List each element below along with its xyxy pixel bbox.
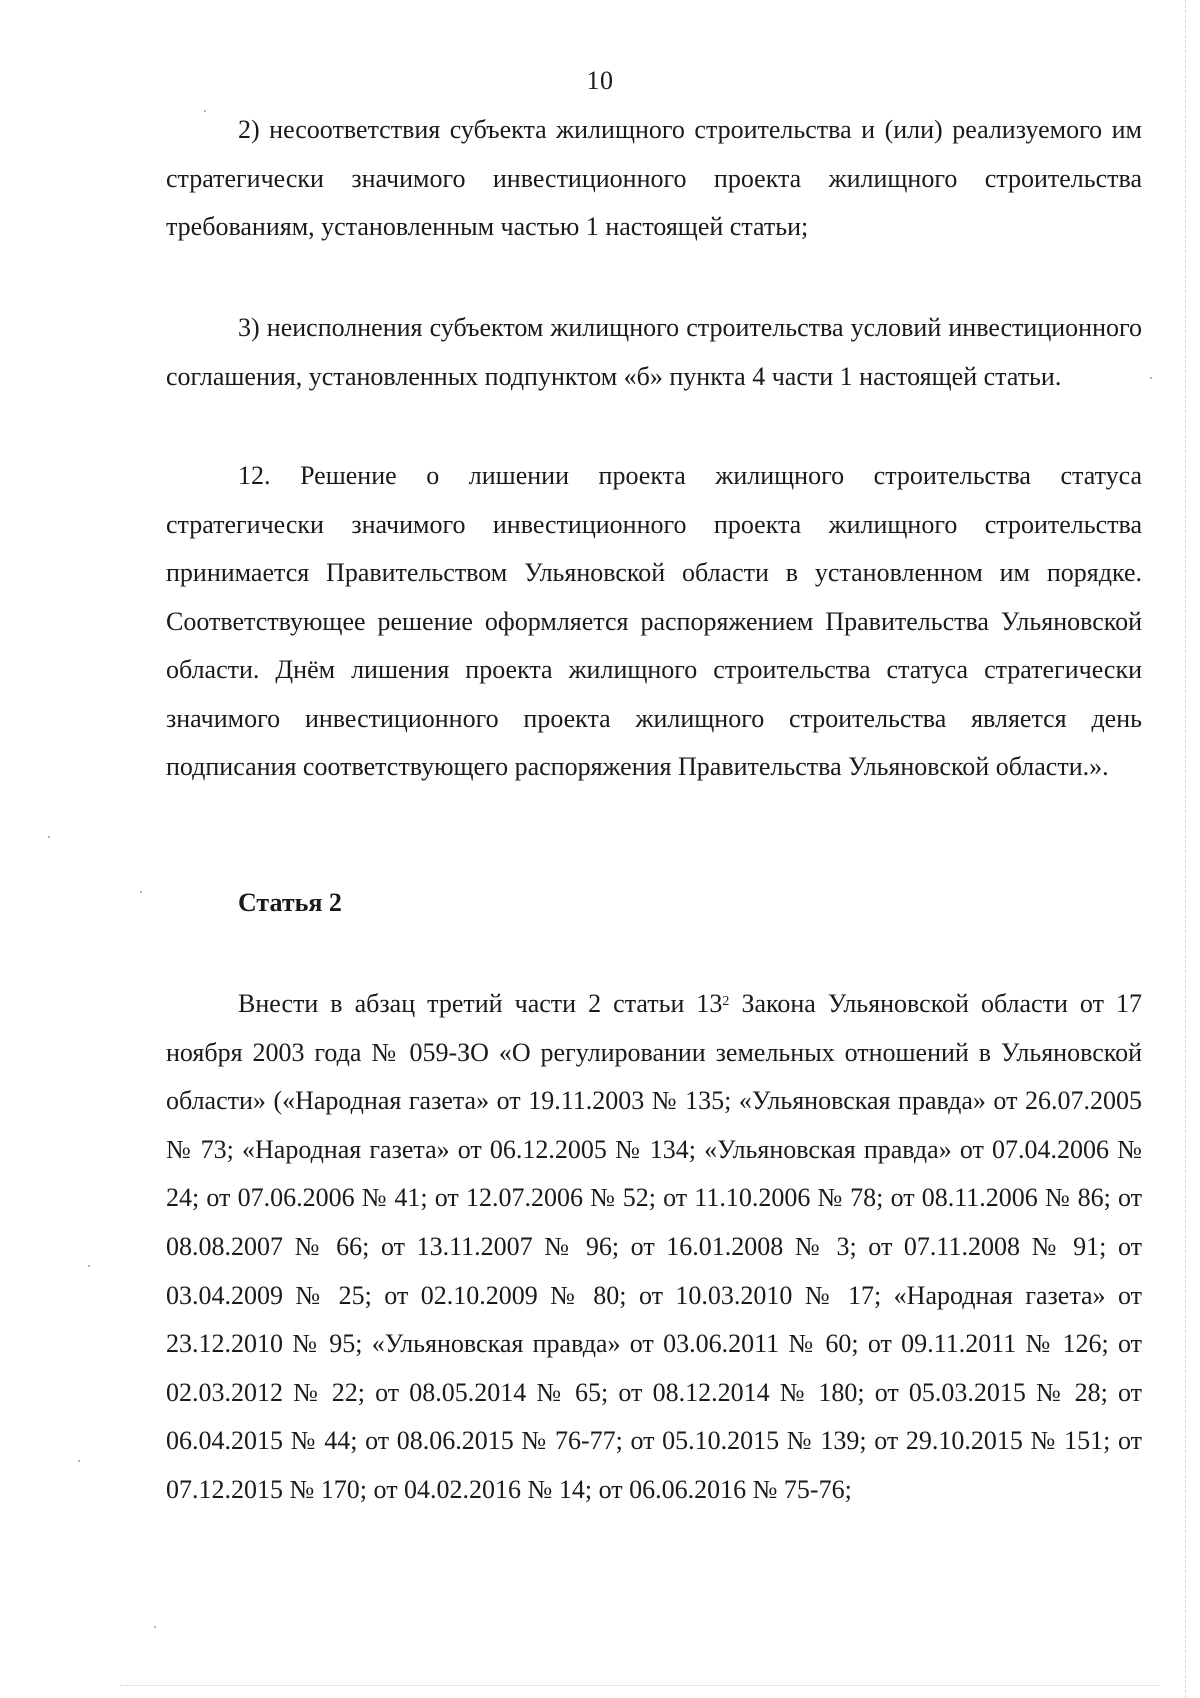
- list-item-12: [166, 452, 1142, 792]
- article-2-body: [166, 980, 1142, 1515]
- scan-speck: [1150, 377, 1152, 379]
- scan-speck: [48, 836, 50, 838]
- paragraph-item-2: 2) несоответствия субъекта жилищного строительства и (или) реализуемого им стратегически значимого инвестиционного проекта жилищного строительства требованиям, установленным частью 1 настоящей статьи;: [166, 115, 1142, 241]
- article-2-paragraph: [166, 980, 1142, 1515]
- scan-speck: [78, 1460, 80, 1462]
- scan-speck: [140, 891, 142, 893]
- list-item-3: [166, 304, 1142, 401]
- scan-speck: [154, 1626, 156, 1628]
- page-number: 10: [586, 66, 614, 95]
- article-superscript: 2: [722, 994, 730, 1009]
- paragraph-item-3: 3) неисполнения субъектом жилищного строительства условий инвестиционного соглашения, установленных подпунктом «б» пункта 4 части 1 настоящей статьи.: [166, 313, 1142, 391]
- scan-edge-bottom: [120, 1684, 1160, 1686]
- article-heading: Статья 2: [238, 888, 342, 917]
- paragraph-item-12: 12. Решение о лишении проекта жилищного строительства статуса стратегически значимого инвестиционного проекта жилищного строительства принимается Правительством Ульяновской области в установленном им порядке. Соответствующее решение оформляется распоряжением Правительства Ульяновской области. Днём лишения проекта жилищного строительства статуса стратегически значимого инвестиционного проекта жилищного строительства является день подписания соответствующего распоряжения Правительства Ульяновской области.».: [166, 461, 1142, 781]
- article-2-text: Закона Ульяновской области от 17 ноября 2003 года № 059-ЗО «О регулировании земельных отношений в Ульяновской области» («Народная газета» от 19.11.2003 № 135; «Ульяновская правда» от 26.07.2005 № 73; «Народная газета» от 06.12.2005 № 134; «Ульяновская правда» от 07.04.2006 № 24; от 07.06.2006 № 41; от 12.07.2006 № 52; от 11.10.2006 № 78; от 08.11.2006 № 86; от 08.08.2007 № 66; от 13.11.2007 № 96; от 16.01.2008 № 3; от 07.11.2008 № 91; от 03.04.2009 № 25; от 02.10.2009 № 80; от 10.03.2010 № 17; «Народная газета» от 23.12.2010 № 95; «Ульяновская правда» от 03.06.2011 № 60; от 09.11.2011 № 126; от 02.03.2012 № 22; от 08.05.2014 № 65; от 08.12.2014 № 180; от 05.03.2015 № 28; от 06.04.2015 № 44; от 08.06.2015 № 76-77; от 05.10.2015 № 139; от 29.10.2015 № 151; от 07.12.2015 № 170; от 04.02.2016 № 14; от 06.06.2016 № 75-76;: [166, 989, 1142, 1504]
- scan-speck: [204, 110, 206, 112]
- scan-speck: [88, 1265, 90, 1267]
- list-item-2: [166, 106, 1142, 252]
- article-2-intro: Внести в абзац третий части 2 статьи 13: [238, 989, 723, 1018]
- scan-edge-right: [1184, 0, 1186, 1698]
